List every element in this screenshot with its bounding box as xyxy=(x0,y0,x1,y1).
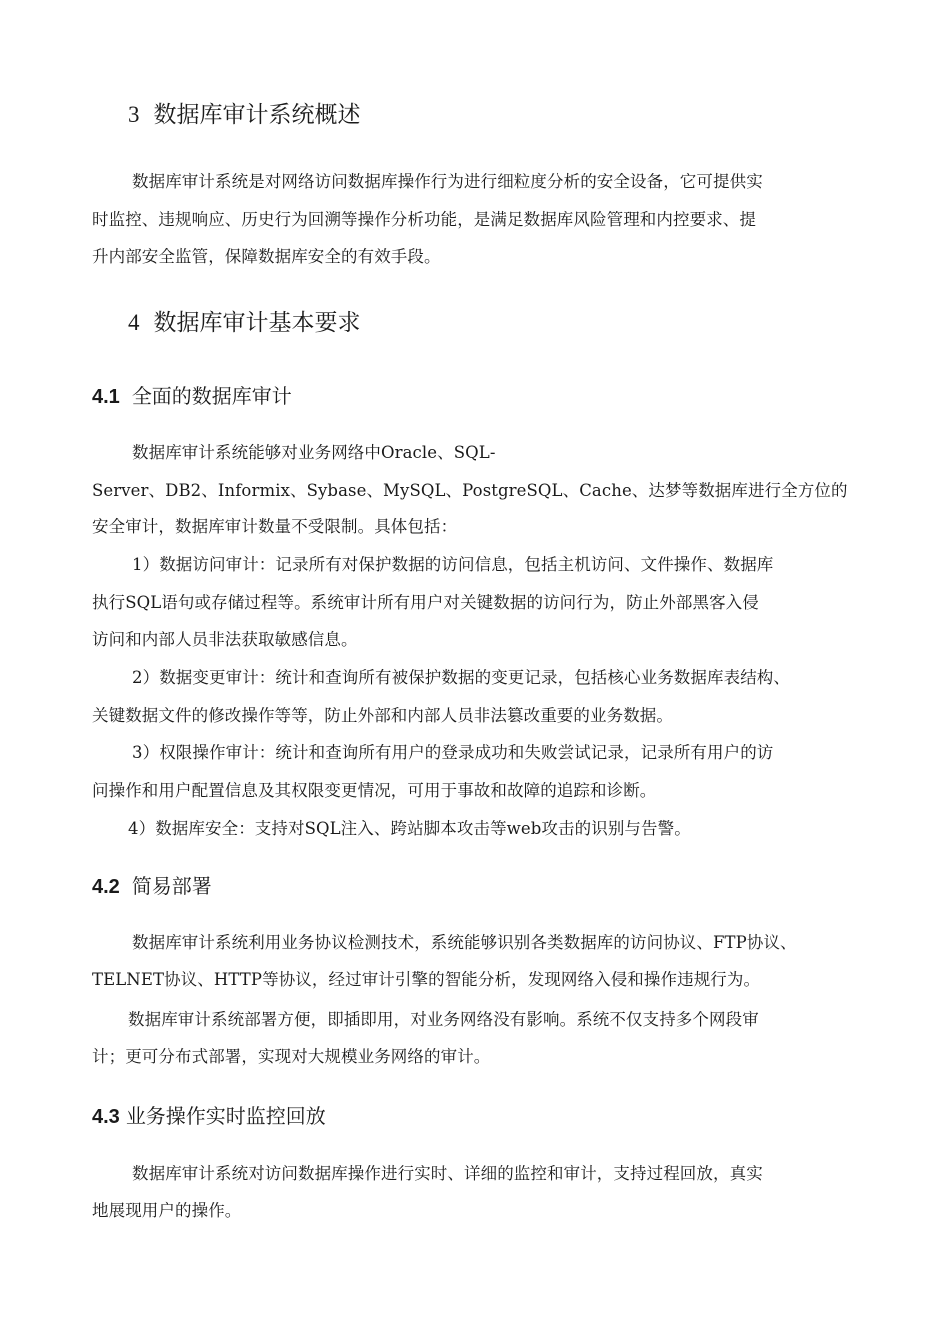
paragraph-line: 2）数据变更审计：统计和查询所有被保护数据的变更记录，包括核心业务数据库表结构、 xyxy=(132,668,790,687)
paragraph-line: 数据库审计系统利用业务协议检测技术，系统能够识别各类数据库的访问协议、FTP协议、 xyxy=(132,933,797,952)
section-4-heading xyxy=(128,308,361,338)
paragraph-line: 计；更可分布式部署，实现对大规模业务网络的审计。 xyxy=(92,1047,491,1066)
paragraph-line: 问操作和用户配置信息及其权限变更情况，可用于事故和故障的追踪和诊断。 xyxy=(92,781,657,800)
paragraph-line: 执行SQL语句或存储过程等。系统审计所有用户对关键数据的访问行为，防止外部黑客入侵 xyxy=(92,593,759,612)
paragraph-line: 数据库审计系统对访问数据库操作进行实时、详细的监控和审计，支持过程回放，真实 xyxy=(132,1164,763,1183)
paragraph-line: 时监控、违规响应、历史行为回溯等操作分析功能，是满足数据库风险管理和内控要求、提 xyxy=(92,210,756,229)
subsection-title: 全面的数据库审计 xyxy=(131,384,292,408)
paragraph-line: 3）权限操作审计：统计和查询所有用户的登录成功和失败尝试记录，记录所有用户的访 xyxy=(132,743,774,762)
paragraph-line: 数据库审计系统部署方便，即插即用，对业务网络没有影响。系统不仅支持多个网段审 xyxy=(128,1010,759,1029)
subsection-title: 简易部署 xyxy=(131,874,212,898)
subsection-4-1-heading xyxy=(92,382,292,411)
paragraph-line: 数据库审计系统是对网络访问数据库操作行为进行细粒度分析的安全设备，它可提供实 xyxy=(132,172,763,191)
subsection-number: 4.2 xyxy=(92,876,120,898)
section-number: 3 xyxy=(128,102,140,127)
paragraph-line: 访问和内部人员非法获取敏感信息。 xyxy=(92,630,358,649)
paragraph-line: 1）数据访问审计：记录所有对保护数据的访问信息，包括主机访问、文件操作、数据库 xyxy=(132,555,774,574)
subsection-4-2-heading xyxy=(92,872,212,901)
subsection-4-3-heading xyxy=(92,1102,326,1131)
subsection-number: 4.3 xyxy=(92,1106,120,1128)
section-number: 4 xyxy=(128,310,140,335)
section-title: 数据库审计基本要求 xyxy=(153,310,361,336)
paragraph-line: 安全审计，数据库审计数量不受限制。具体包括： xyxy=(92,517,458,536)
paragraph-line: Server、DB2、Informix、Sybase、MySQL、PostgreSQL、Cache、达梦等数据库进行全方位的 xyxy=(92,481,848,500)
paragraph-line: TELNET协议、HTTP等协议，经过审计引擎的智能分析，发现网络入侵和操作违规行为。 xyxy=(92,970,761,989)
paragraph-line: 4）数据库安全：支持对SQL注入、跨站脚本攻击等web攻击的识别与告警。 xyxy=(128,819,691,838)
paragraph-line: 地展现用户的操作。 xyxy=(92,1201,242,1220)
subsection-title: 业务操作实时监控回放 xyxy=(125,1104,326,1128)
paragraph-line: 关键数据文件的修改操作等等，防止外部和内部人员非法篡改重要的业务数据。 xyxy=(92,706,673,725)
section-3-heading xyxy=(128,100,361,130)
subsection-number: 4.1 xyxy=(92,386,120,408)
paragraph-line: 升内部安全监管，保障数据库安全的有效手段。 xyxy=(92,247,441,266)
paragraph-line: 数据库审计系统能够对业务网络中Oracle、SQL- xyxy=(132,443,496,462)
section-title: 数据库审计系统概述 xyxy=(153,102,361,128)
